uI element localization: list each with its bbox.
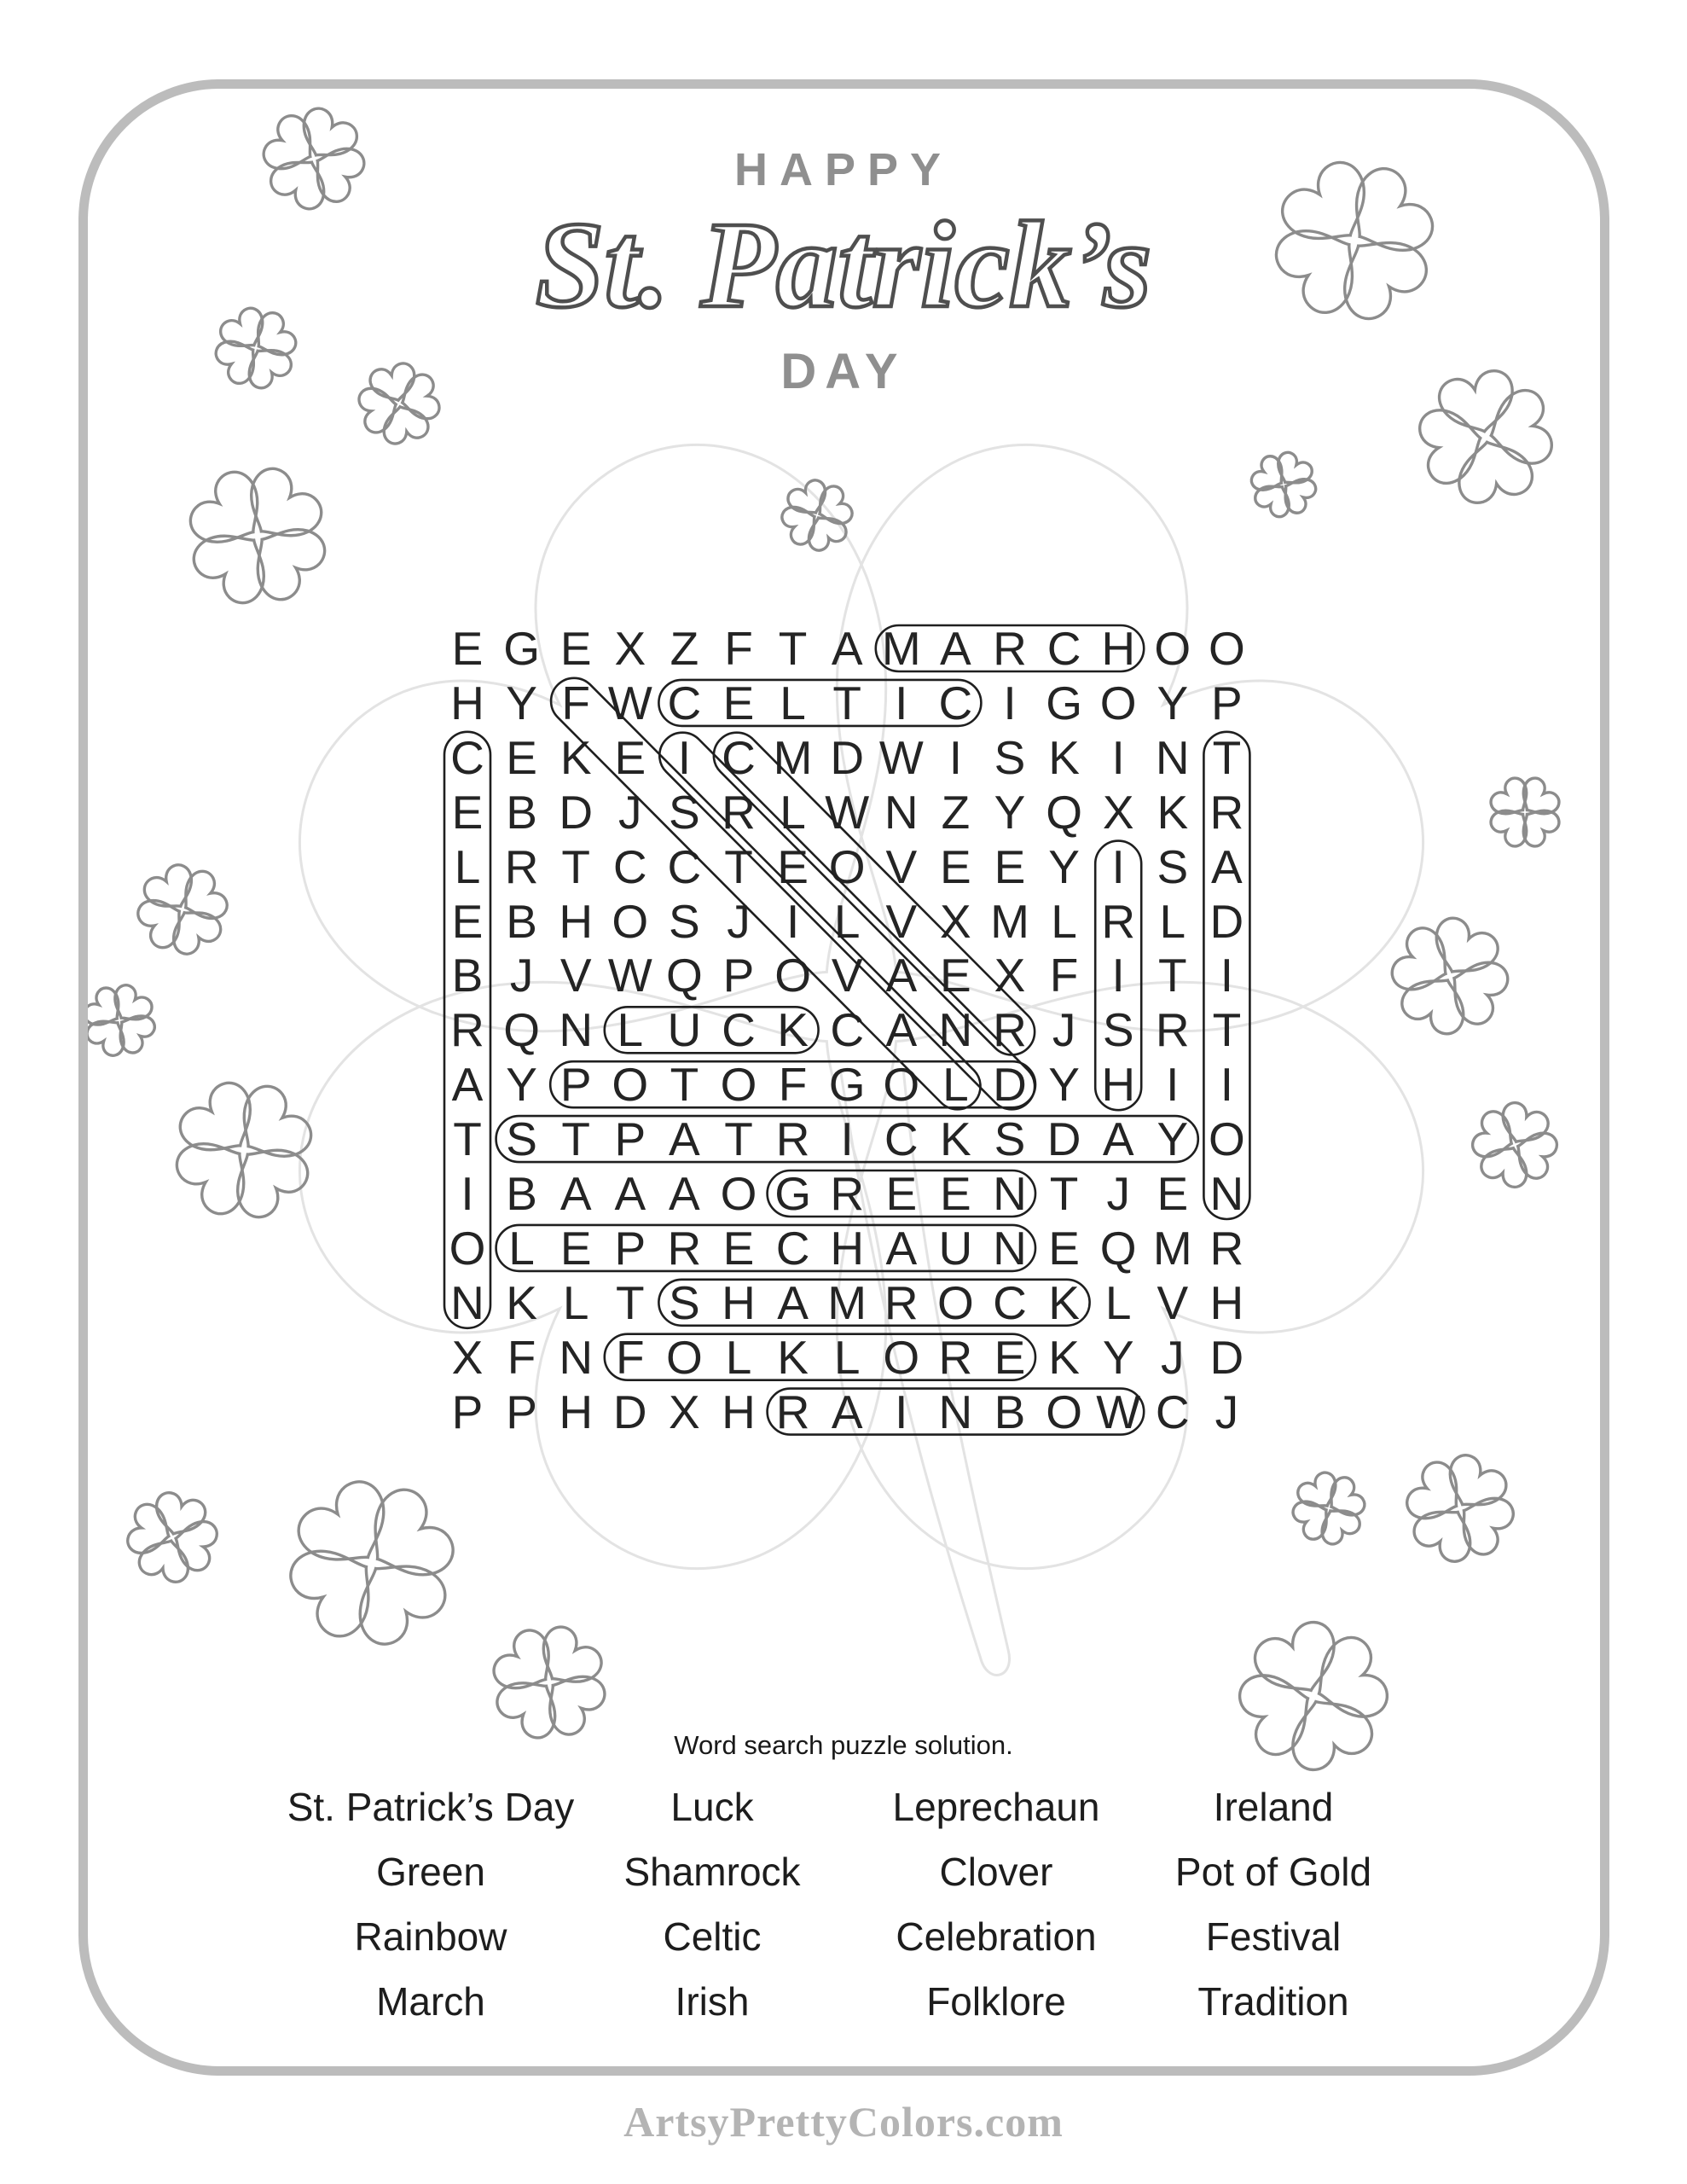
grid-letter: C [830,1003,865,1057]
word-list-item: Irish [675,1979,750,2024]
grid-letter: T [453,1112,482,1166]
grid-letter: N [559,1330,594,1384]
solution-oval-celtic [658,680,981,726]
grid-letter: I [1220,949,1234,1002]
grid-letter: A [885,1003,918,1057]
grid-letter: B [451,949,484,1002]
grid-letter: R [775,1385,810,1438]
grid-letter: R [667,1221,702,1275]
grid-letter: L [508,1221,535,1275]
grid-letter: P [614,1221,646,1275]
grid-letter: T [561,839,590,893]
grid-letter: O [1209,1112,1245,1166]
grid-letter: Y [1048,839,1080,893]
grid-letter: I [895,676,908,729]
grid-letter: E [885,1167,918,1220]
grid-letter: M [1152,1221,1192,1275]
grid-letter: S [994,730,1026,784]
solution-oval-irish [1095,841,1141,1111]
grid-letter: B [994,1385,1026,1438]
grid-letter: E [722,676,755,729]
word-list-item: Pot of Gold [1174,1850,1372,1894]
grid-letter: E [1157,1167,1189,1220]
grid-letter: L [454,839,481,893]
grid-letter: H [722,1385,756,1438]
grid-letter: Q [1046,785,1082,839]
grid-letter: E [940,1167,971,1220]
grid-letter: Q [1099,1221,1137,1275]
grid-letter: M [827,1275,867,1329]
grid-letter: H [1209,1275,1244,1329]
grid-letter: W [1096,1385,1141,1438]
footer-brand: ArtsyPrettyColors.com [623,2098,1064,2146]
grid-letter: H [559,894,594,948]
grid-letter: I [1220,1058,1234,1112]
grid-letter: T [1157,949,1187,1002]
solution-oval-clover [704,723,1045,1064]
caption: Word search puzzle solution. [674,1730,1013,1760]
grid-letter: L [1051,894,1077,948]
grid-letter: F [778,1058,808,1112]
grid-letter: I [1111,730,1125,784]
grid-letter: S [669,1275,700,1329]
grid-letter: C [667,676,702,729]
grid-letter: B [506,785,537,839]
grid-letter: I [786,894,800,948]
grid-letter: G [828,1058,866,1112]
grid-letter: Q [666,949,703,1002]
grid-letter: L [1104,1275,1132,1329]
grid-letter: A [614,1167,646,1220]
solution-oval-tradition [1203,732,1249,1219]
grid-letter: E [994,839,1026,893]
grid-letter: N [884,785,919,839]
grid-letter: R [1209,785,1244,839]
grid-letter: O [828,839,866,893]
grid-letter: Y [506,1058,537,1112]
grid-letter: R [938,1330,973,1384]
grid-letter: F [1049,949,1079,1002]
grid-letter: R [450,1003,484,1057]
grid-letter: G [774,1167,811,1220]
grid-letter: I [948,730,963,784]
grid-letter: V [559,949,592,1002]
grid-letter: F [561,676,590,729]
grid-letter: K [777,1330,809,1384]
grid-letter: N [938,1003,973,1057]
grid-letter: L [617,1003,644,1057]
grid-letter: B [506,894,537,948]
grid-letter: K [559,730,592,784]
word-list-column [893,1774,1100,2034]
grid-letter: O [612,894,649,948]
grid-letter: J [1161,1330,1185,1384]
grid-letter: C [722,730,756,784]
grid-letter: I [1111,949,1125,1002]
word-list-column [623,1774,800,2034]
grid-letter: U [667,1003,702,1057]
grid-letter: W [607,949,652,1002]
grid-letter: Y [506,676,537,729]
word-list-item: St. Patrick’s Day [287,1785,575,1829]
grid-letter: A [1102,1112,1134,1166]
grid-letter: E [506,730,537,784]
solution-oval-rainbow [768,1389,1145,1435]
solution-oval-folklore [605,1334,1035,1380]
grid-letter: K [940,1112,971,1166]
word-list-item: Clover [939,1850,1053,1894]
grid-letter: V [885,839,918,893]
grid-letter: N [450,1275,484,1329]
grid-letter: O [720,1058,757,1112]
grid-letter: E [940,839,971,893]
grid-letter: O [883,1330,920,1384]
grid-letter: J [1106,1167,1130,1220]
grid-letter: F [724,622,753,675]
grid-letter: C [775,1221,810,1275]
grid-letter: J [509,949,534,1002]
grid-letter: O [1099,676,1137,729]
grid-letter: X [994,949,1026,1002]
grid-letter: I [840,1112,854,1166]
grid-letter: T [724,1112,753,1166]
grid-letter: X [669,1385,700,1438]
word-list-item: Ireland [1213,1785,1334,1829]
grid-letter: Z [941,785,971,839]
grid-letter: D [1209,894,1244,948]
grid-letter: A [559,1167,592,1220]
grid-letter: Y [994,785,1026,839]
grid-letter: P [451,1385,484,1438]
grid-letter: T [724,839,753,893]
grid-letter: C [938,676,973,729]
grid-letter: E [940,949,971,1002]
solution-oval-shamrock [658,1280,1089,1326]
grid-letter: L [780,676,806,729]
grid-letter: H [830,1221,865,1275]
grid-letter: E [777,839,809,893]
solution-oval-st-patricks-day [496,1116,1198,1162]
grid-letter: E [994,1330,1026,1384]
grid-letter: D [993,1058,1027,1112]
solution-oval-festival [542,669,990,1119]
word-list-item: Leprechaun [892,1785,1100,1829]
grid-letter: R [1101,894,1136,948]
solution-oval-ireland [650,723,1044,1118]
grid-letter: T [1212,730,1242,784]
solution-oval-luck [605,1007,819,1053]
grid-letter: I [677,730,692,784]
grid-letter: H [722,1275,756,1329]
grid-letter: O [1154,622,1191,675]
solution-oval-green [768,1170,1035,1217]
grid-letter: S [669,785,700,839]
grid-letter: P [506,1385,537,1438]
grid-letter: X [940,894,971,948]
grid-letter: M [990,894,1029,948]
word-list-item: Folklore [926,1979,1066,2024]
word-list-item: March [376,1979,485,2024]
grid-letter: O [883,1058,920,1112]
grid-letter: I [1111,839,1125,893]
grid-letter: J [618,785,642,839]
grid-letter: G [503,622,540,675]
word-list-column [1175,1774,1371,2034]
grid-letter: C [667,839,702,893]
word-list-item: Celebration [896,1914,1097,1959]
grid-letter: J [1215,1385,1239,1438]
grid-letter: I [461,1167,474,1220]
word-list-column [287,1774,575,2034]
grid-letter: S [669,894,700,948]
grid-letter: Q [503,1003,540,1057]
grid-letter: H [450,676,484,729]
grid-letter: R [993,1003,1027,1057]
grid-letter: W [878,730,924,784]
grid-letter: R [884,1275,919,1329]
solution-oval-march [876,625,1144,671]
grid-letter: N [993,1221,1027,1275]
grid-letter: L [833,894,861,948]
grid-letter: R [830,1167,865,1220]
grid-letter: X [614,622,646,675]
word-list-item: Shamrock [623,1850,801,1894]
grid-letter: L [780,785,806,839]
grid-letter: W [825,785,870,839]
grid-letter: K [1048,1275,1080,1329]
grid-letter: O [937,1275,974,1329]
grid-letter: A [1211,839,1243,893]
grid-letter: D [612,1385,647,1438]
grid-letter: T [778,622,808,675]
grid-letter: O [1046,1385,1082,1438]
grid-letter: A [940,622,971,675]
grid-letter: F [507,1330,536,1384]
grid-letter: E [559,1221,592,1275]
grid-letter: Y [1157,1112,1189,1166]
grid-letter: L [725,1330,752,1384]
grid-letter: X [451,1330,484,1384]
grid-letter: B [506,1167,537,1220]
grid-letter: E [614,730,646,784]
grid-letter: C [1046,622,1081,675]
solution-oval-leprechaun [496,1225,1035,1271]
grid-letter: M [773,730,813,784]
grid-letter: A [777,1275,809,1329]
grid-letter: C [612,839,647,893]
grid-letter: L [942,1058,969,1112]
grid-letter: O [774,949,811,1002]
grid-letter: D [1046,1112,1081,1166]
grid-letter: N [993,1167,1027,1220]
grid-letter: E [451,622,484,675]
grid-letter: E [451,785,484,839]
grid-letter: S [506,1112,537,1166]
grid-letter: H [1101,1058,1136,1112]
grid-letter: I [1166,1058,1180,1112]
grid-letter: O [1209,622,1245,675]
grid-letter: I [895,1385,908,1438]
grid-letter: V [831,949,863,1002]
grid-letter: H [1101,622,1136,675]
grid-letter: T [615,1275,645,1329]
word-list-item: Celtic [663,1914,762,1959]
grid-letter: E [451,894,484,948]
grid-letter: L [562,1275,589,1329]
grid-letter: G [1046,676,1082,729]
grid-letter: P [559,1058,592,1112]
header-happy: HAPPY [733,144,954,195]
grid-letter: O [720,1167,757,1220]
grid-letter: C [450,730,484,784]
page-title: St. Patrick’s [535,197,1152,334]
grid-letter: R [775,1112,810,1166]
grid-letter: L [833,1330,861,1384]
grid-letter: P [722,949,755,1002]
grid-letter: T [1212,1003,1242,1057]
grid-letter: Y [1048,1058,1080,1112]
grid-letter: N [938,1385,973,1438]
grid-letter: Z [670,622,699,675]
grid-letter: V [1157,1275,1189,1329]
grid-letter: D [559,785,594,839]
grid-letter: K [1157,785,1189,839]
word-list-item: Green [376,1850,485,1894]
grid-letter: R [504,839,539,893]
grid-letter: T [832,676,861,729]
grid-letter: K [777,1003,809,1057]
grid-letter: P [1211,676,1243,729]
grid-letter: S [1157,839,1189,893]
grid-letter: Y [1102,1330,1134,1384]
grid-letter: C [1155,1385,1190,1438]
grid-letter: C [722,1003,756,1057]
grid-letter: E [559,622,592,675]
grid-letter: A [885,1221,918,1275]
grid-letter: E [1048,1221,1080,1275]
grid-letter: D [830,730,865,784]
grid-letter: S [994,1112,1026,1166]
grid-letter: N [1209,1167,1244,1220]
grid-letter: A [669,1167,700,1220]
grid-letter: O [666,1330,703,1384]
grid-letter: V [885,894,918,948]
grid-letter: L [1159,894,1186,948]
grid-letter: O [612,1058,649,1112]
grid-letter: A [451,1058,484,1112]
word-list-item: Festival [1205,1914,1342,1959]
grid-letter: C [884,1112,919,1166]
grid-letter: D [1209,1330,1244,1384]
grid-letter: K [1048,1330,1080,1384]
grid-letter: C [993,1275,1027,1329]
word-list-item: Luck [670,1785,754,1829]
grid-letter: A [885,949,918,1002]
grid-letter: X [1102,785,1134,839]
grid-letter: I [1003,676,1017,729]
grid-letter: K [506,1275,537,1329]
grid-letter: O [449,1221,486,1275]
grid-letter: K [1048,730,1080,784]
grid-letter: R [722,785,756,839]
grid-letter: P [614,1112,646,1166]
grid-letter: R [1209,1221,1244,1275]
grid-letter: E [722,1221,755,1275]
grid-letter: T [561,1112,590,1166]
grid-letter: R [1155,1003,1190,1057]
grid-letter: T [1049,1167,1079,1220]
grid-letter: S [1102,1003,1134,1057]
grid-letter: M [881,622,921,675]
grid-letter: U [938,1221,973,1275]
grid-letter: F [615,1330,645,1384]
grid-letter: R [993,622,1027,675]
solution-oval-celebration [444,732,490,1328]
grid-letter: A [669,1112,700,1166]
word-list-item: Rainbow [354,1914,507,1959]
grid-letter: N [559,1003,594,1057]
grid-letter: H [559,1385,594,1438]
word-list-item: Tradition [1197,1979,1349,2024]
header-day: DAY [780,344,907,399]
grid-letter: T [670,1058,699,1112]
grid-letter: J [1052,1003,1076,1057]
grid-letter: A [831,1385,863,1438]
grid-letter: A [831,622,863,675]
grid-letter: J [727,894,751,948]
grid-letter: W [607,676,652,729]
grid-letter: N [1155,730,1190,784]
grid-letter: Y [1157,676,1189,729]
